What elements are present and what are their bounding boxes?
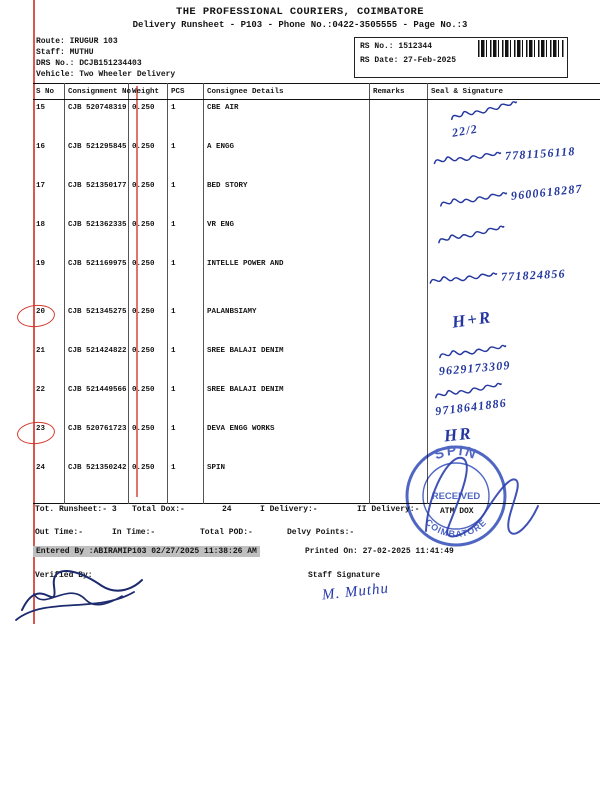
printed-on: Printed On: 27-02-2025 11:41:49 [305,547,454,556]
remarks-cell [370,343,428,382]
signature-text: 9629173309 [438,357,512,378]
consignment-cell: CJB 521424822 [65,343,129,382]
pcs-cell: 1 [168,304,204,343]
weight-cell: 0.250 [129,304,168,343]
consignee-cell: VR ENG [204,217,370,256]
stamp-top-text: SPIN [431,442,481,463]
signature-text: H+R [450,306,494,332]
remarks-cell [370,256,428,304]
col-seal-signature: Seal & Signature [428,84,600,100]
consignee-cell: PALANBSIAMY [204,304,370,343]
remarks-cell [370,100,428,139]
handwritten-signature [437,339,512,378]
sno-cell: 22 [36,385,46,394]
signature-cell [428,178,600,217]
sno-cell: 23 [33,421,65,460]
route-line: Route: IRUGUR 103 [36,37,118,46]
col-remarks: Remarks [370,84,428,100]
red-circle-annotation [16,420,56,446]
consignee-cell: SREE BALAJI DENIM [204,382,370,421]
weight-cell: 0.250 [129,256,168,304]
signature-scrawl-icon [428,267,499,289]
consignee-cell: DEVA ENGG WORKS [204,421,370,460]
signature-cell [428,100,600,139]
document-title: THE PROFESSIONAL COURIERS, COIMBATORE [176,6,424,18]
sno-cell: 20 [33,304,65,343]
stamp-middle-text: RECEIVED [431,491,481,502]
table-row [33,256,600,304]
document-subtitle: Delivery Runsheet - P103 - Phone No.:0422-3505555 - Page No.:3 [132,20,468,30]
table-row [33,343,600,382]
weight-cell: 0.250 [129,343,168,382]
signature-cell [428,382,600,421]
total-dox-value: 24 [222,505,232,514]
signature-cell [428,343,600,382]
consignee-cell: SPIN [204,460,370,504]
weight-cell: 0.250 [129,139,168,178]
signature-cell [428,304,600,343]
in-time: In Time:- [112,528,156,537]
entered-by: Entered By :ABIRAMIP103 02/27/2025 11:38:26 AM [33,546,260,557]
remarks-cell [370,382,428,421]
weight-cell: 0.250 [129,382,168,421]
signature-text: 7781156118 [504,143,576,162]
consignment-cell: CJB 521350177 [65,178,129,217]
total-dox-label: Total Dox:- [132,505,185,514]
consignment-cell: CJB 521449566 [65,382,129,421]
rs-date: RS Date: 27-Feb-2025 [360,56,457,65]
pcs-cell: 1 [168,139,204,178]
table-row [33,382,600,421]
sno-cell: 15 [36,104,46,112]
consignee-cell: CBE AIR [204,100,370,139]
consignee-cell: BED STORY [204,178,370,217]
signature-text: 22/2 [450,121,479,140]
table-row [33,139,600,178]
signature-text: 771824856 [500,265,567,283]
weight-cell: 0.250 [129,100,168,139]
ii-delivery: II Delivery:- [357,505,420,514]
out-time: Out Time:- [35,528,84,537]
consignment-cell: CJB 521345275 [65,304,129,343]
weight-cell: 0.250 [129,217,168,256]
sno-cell: 16 [36,142,46,151]
col-pcs: PCS [168,84,204,100]
vehicle-line: Vehicle: Two Wheeler Delivery [36,70,176,79]
sno-cell: 17 [36,181,46,190]
verified-by-label: Verified By: [35,571,93,580]
pcs-cell: 1 [168,256,204,304]
signature-cell [428,256,600,304]
pcs-cell: 1 [168,460,204,504]
col-consignment: Consignment No [65,84,129,100]
handwritten-signature [448,96,523,141]
weight-cell: 0.250 [129,178,168,217]
rs-info-box [354,37,568,78]
handwritten-signature [435,220,507,249]
pcs-cell: 1 [168,217,204,256]
consignment-cell: CJB 521169975 [65,256,129,304]
delvy-points: Delvy Points:- [287,528,355,537]
handwritten-signature [432,377,507,419]
handwritten-signature [451,307,494,332]
consignee-cell: A ENGG [204,139,370,178]
sno-cell: 21 [36,346,46,355]
signature-scrawl-icon [432,147,503,170]
sno-cell: 18 [36,220,46,229]
consignment-cell: CJB 521362335 [65,217,129,256]
staff-line: Staff: MUTHU [36,48,94,57]
consignee-cell: INTELLE POWER AND [204,256,370,304]
atm-dox: ATM DOX [440,507,474,516]
col-consignee: Consignee Details [204,84,370,100]
signature-cell [428,217,600,256]
signature-text: HR [443,423,474,445]
col-weight: Weight [129,84,168,100]
barcode [478,40,564,57]
remarks-cell [370,217,428,256]
remarks-cell [370,139,428,178]
pcs-cell: 1 [168,100,204,139]
stamp-signature-scrawl [398,436,548,556]
verified-by-scribble [10,552,150,627]
tot-runsheet: Tot. Runsheet:- 3 [35,505,117,514]
sno-cell: 19 [36,259,46,268]
signature-scrawl-icon [437,187,508,212]
remarks-cell [370,304,428,343]
stamp-bottom-text: COIMBATORE [423,517,489,540]
rs-no: RS No.: 1512344 [360,42,433,51]
consignee-cell: SREE BALAJI DENIM [204,343,370,382]
handwritten-signature [437,179,583,212]
i-delivery: I Delivery:- [260,505,318,514]
consignment-cell: CJB 521350242 [65,460,129,504]
consignment-cell: CJB 520748319 [65,100,129,139]
weight-cell: 0.250 [129,421,168,460]
weight-cell: 0.250 [129,460,168,504]
consignment-cell: CJB 521295845 [65,139,129,178]
sno-cell: 24 [36,463,46,472]
signature-scrawl-icon [448,96,520,126]
signature-scrawl-icon [435,220,507,249]
table-row [33,217,600,256]
total-pod: Total POD:- [200,528,253,537]
handwritten-signature [432,142,577,170]
consignment-cell: CJB 520761723 [65,421,129,460]
table-row [33,178,600,217]
remarks-cell [370,178,428,217]
pcs-cell: 1 [168,421,204,460]
table-row [33,100,600,139]
staff-signature-handwriting: M. Muthu [321,580,390,604]
handwritten-signature [428,264,567,289]
red-circle-annotation [16,303,56,329]
drs-no-line: DRS No.: DCJB151234403 [36,59,142,68]
signature-cell [428,139,600,178]
pcs-cell: 1 [168,178,204,217]
staff-signature-label: Staff Signature [308,571,381,580]
pcs-cell: 1 [168,343,204,382]
pcs-cell: 1 [168,382,204,421]
signature-text: 9600618287 [510,180,584,202]
signature-text: 9718641886 [434,395,508,418]
col-sno: S No [33,84,65,100]
table-row [33,304,600,343]
